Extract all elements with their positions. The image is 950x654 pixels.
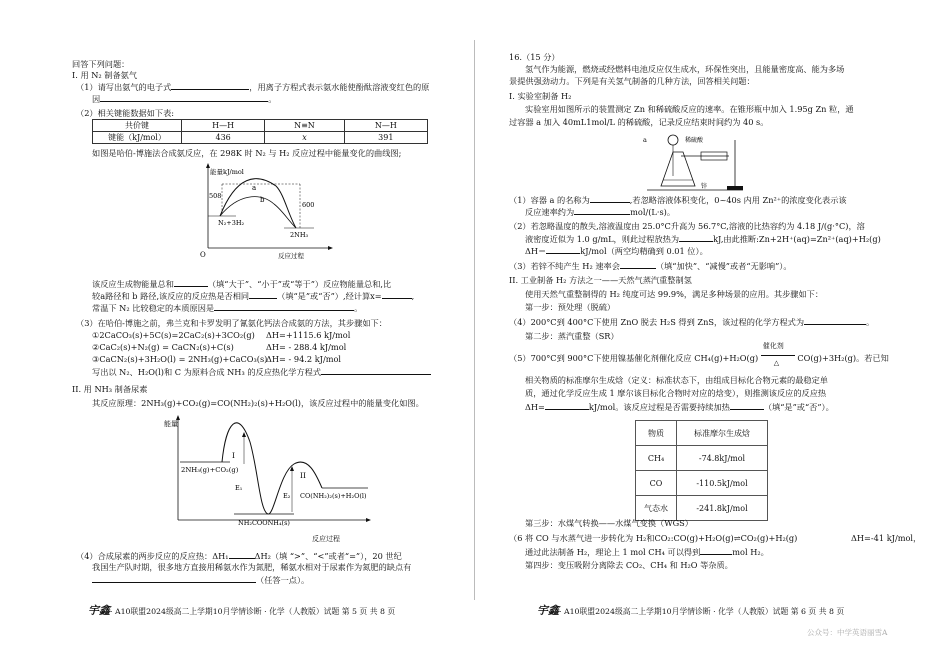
answer-blank[interactable]	[249, 290, 277, 299]
label-step-II: II	[300, 471, 306, 480]
molar-enthalpy-table	[635, 420, 768, 521]
bond-value: 391	[344, 132, 427, 144]
footer-left: 宇鑫· A10联盟2024级高二上学期10月学情诊断 · 化学（人教版）试题 第 5 页 共 8 页	[88, 604, 396, 617]
part1-title: I. 实验室制备 H₂	[509, 91, 572, 101]
q16-title: 16.（15 分）	[509, 52, 560, 62]
answer-blank[interactable]	[174, 278, 208, 287]
ammonia-energy-diagram	[196, 160, 336, 260]
table-cell: CH₄	[636, 446, 677, 471]
label-e1: E₁	[235, 484, 243, 492]
x-arrow-icon	[366, 518, 371, 522]
bond-header: 共价键	[93, 120, 182, 132]
q6-line2: 通过此法制备 H₂，理论上 1 mol CH₄ 可以得到 mol H₂。	[525, 547, 769, 557]
step2: 第二步：蒸汽重整（SR）	[525, 331, 619, 341]
intro: 回答下列问题：	[72, 59, 130, 69]
reactants-label: 2NH₃(g)+CO₂(g)	[181, 466, 239, 474]
catalyst-arrow: 催化剂 △	[761, 351, 795, 361]
q2-text3: 常温下 N₂ 比较稳定的本质原因是 。	[92, 303, 363, 313]
q1-line2: 反应速率约为 mol/(L·s)。	[525, 207, 676, 217]
q3-write: 写出以 N₂、H₂O(l)和 C 为原料合成 NH₃ 的反应热化学方程式	[92, 366, 431, 377]
stand-base	[727, 186, 743, 190]
e1-arrow-icon	[242, 432, 246, 437]
watermark: 公众号：中学英语丽雪A	[807, 628, 888, 637]
table-cell: 气态水	[636, 496, 677, 521]
origin-label: O	[200, 251, 206, 259]
q1-line1: （1）请写出氨气的电子式 ，用离子方程式表示氨水能使酚酞溶液变红色的原	[76, 82, 430, 92]
value-508: 508	[209, 192, 222, 200]
bond-value: 436	[182, 132, 265, 144]
product-label: CO(NH₂)₂(s)+H₂O(l)	[300, 492, 367, 500]
equation-3: ③CaCN₂(s)+3H₂O(l) = 2NH₃(g)+CaCO₃(s)	[92, 354, 268, 364]
step4: 第四步：变压吸附分离除去 CO₂、CH₄ 和 H₂O 等杂质。	[525, 560, 733, 570]
q2-line3: ΔH＝ kJ/mol（两空均精确到 0.01 位）。	[525, 246, 708, 256]
table-header-row	[636, 421, 768, 446]
q5-line4: ΔH= kJ/mol。该反应过程是否需要持续加热 （填“是”或“否”）。	[525, 402, 834, 412]
q16-para1: 氢气作为能源，燃烧或经燃料电池反应仅生成水，环保性突出，且能量密度高、能为多场	[525, 64, 845, 74]
q2-fig-intro: 如图是哈伯-博施法合成氨反应，在 298K 时 N₂ 与 H₂ 反应过程中能量变化的曲线图;	[92, 148, 402, 158]
q16-para2: 景提供强劲动力。下列是有关氢气制备的几种方法，回答相关问题：	[509, 76, 755, 86]
footer-right: 宇鑫· A10联盟2024级高二上学期10月学情诊断 · 化学（人教版）试题 第 6 页 共 8 页	[537, 604, 845, 617]
x-axis-label: 反应过程	[278, 252, 304, 260]
q2-text1: 该反应生成物能量总和 （填“大于”、“小于”或“等于”）反应物能量总和,比	[92, 279, 392, 289]
part2-principle: 其反应原理：2NH₃(g)+CO₂(g)=CO(NH₂)₂(s)+H₂O(l)，该反应过程中的能量变化如图。	[92, 398, 424, 408]
step1: 第一步：预处理（脱硫）	[525, 302, 616, 312]
conical-flask	[661, 152, 695, 186]
part2-line1: 使用天然气重整制得的 H₂ 纯度可达 99.9%，满足多种场景的应用。其步骤如下：	[525, 289, 824, 299]
table-row	[636, 446, 768, 471]
bond-energy-table	[92, 119, 428, 144]
q2-line1: （2）若忽略温度的散失,溶液温度由 25.0°C升高为 56.7°C,溶液的比热容约为 4.18 J/(g·°C)，溶	[509, 221, 865, 231]
answer-blank[interactable]	[321, 366, 431, 375]
y-axis-label: 能量	[164, 420, 178, 428]
equation-1: ①2CaCO₃(s)+5C(s)=2CaC₂(s)+3CO₂(g)	[92, 330, 255, 340]
step3: 第三步：水煤气转换——水煤气变换（WGS）	[525, 518, 693, 528]
label-dilute-acid: 稀硫酸	[685, 137, 704, 144]
answer-blank[interactable]	[382, 290, 412, 299]
part2-title: II. 工业制备 H₂ 方法之一——天然气蒸汽重整制氢	[509, 275, 692, 285]
bond-header: N—H	[344, 120, 427, 132]
publisher-logo: 宇鑫	[88, 604, 110, 617]
answer-blank[interactable]	[546, 245, 580, 254]
table-cell: -110.5kJ/mol	[677, 471, 768, 496]
answer-blank[interactable]	[679, 233, 713, 242]
bond-value: x	[265, 132, 344, 144]
label-step-I: I	[232, 451, 235, 460]
q4-line: （4）200°C到 400°C下使用 ZnO 脱去 H₂S 得到 ZnS，该过程的化学方程式为 。	[509, 317, 875, 327]
bond-header: H—H	[182, 120, 265, 132]
table-header: 标准摩尔生成焓	[677, 421, 768, 446]
answer-blank[interactable]	[700, 546, 732, 555]
label-a: a	[252, 184, 257, 192]
table-cell: CO	[636, 471, 677, 496]
answer-blank[interactable]	[100, 93, 268, 102]
q2-line2: 液密度近似为 1.0 g/mL，则此过程放热为 kJ,由此推断:Zn+2H⁺(aq)=Zn²⁺(aq)+H₂(g)	[525, 234, 881, 244]
q6-line1: （6 将 CO 与水蒸气进一步转化为 H₂和CO₂:CO(g)+H₂O(g)⇌CO₂(g)+H₂(g)	[509, 533, 798, 543]
product-label: 2NH₃	[290, 231, 309, 239]
table-cell: -74.8kJ/mol	[677, 446, 768, 471]
label-zinc: 锌	[701, 183, 708, 190]
q4-line1: （4）合成尿素的两步反应的反应热：ΔH₁ ΔH₂（填 “>”、“<”或者“=”），20 世纪	[76, 551, 402, 561]
q3-line: （3）若锌不纯产生 H₂ 速率会 （填“加快”、“减慢”或者“无影响”）。	[509, 261, 792, 271]
q4-line2: 我国生产队时期，很多地方直接用稀氨水作为氮肥，稀氨水相对于尿素作为氮肥的缺点有	[92, 562, 412, 572]
publisher-logo: 宇鑫	[537, 604, 559, 617]
urea-x-axis-label: 反应过程	[312, 535, 340, 543]
table-cell: -241.8kJ/mol	[677, 496, 768, 521]
q6-dh: ΔH=-41 kJ/mol，	[851, 533, 922, 543]
x-arrow-icon	[328, 246, 333, 250]
bond-row-label: 键能（kJ/mol）	[93, 132, 182, 144]
part1-line1: 实验室用如图所示的装置测定 Zn 和稀硫酸反应的速率。在锥形瓶中加入 1.95g Zn 粒，通	[525, 104, 854, 114]
y-axis-label: 能量kJ/mol	[210, 168, 244, 176]
answer-blank[interactable]	[545, 401, 589, 410]
answer-blank[interactable]	[590, 194, 630, 203]
answer-blank[interactable]	[214, 302, 354, 311]
part1-line2: 过容器 a 加入 40mL1mol/L 的稀硫酸，记录反应结束时间约为 40 s。	[509, 117, 769, 127]
part1-title: I. 用 N₂ 制备氨气	[72, 70, 138, 80]
answer-blank[interactable]	[92, 574, 256, 583]
answer-blank[interactable]	[804, 316, 866, 325]
label-b: b	[260, 196, 265, 204]
right-page	[475, 0, 950, 654]
answer-blank[interactable]	[620, 260, 656, 269]
equation-3-dh: ΔH= - 94.2 kJ/mol	[266, 354, 342, 364]
bond-header: N≡N	[265, 120, 344, 132]
q3-intro: （3）在哈伯-博施之前，弗兰克和卡罗发明了氰氨化钙法合成氨的方法，其步骤如下：	[76, 318, 387, 328]
q4-line3: （任答一点）。	[92, 574, 309, 585]
q5-line1: （5）700°C到 900°C下使用镍基催化剂催化反应 CH₄(g)+H₂O(g) 催化剂 △ CO(g)+3H₂(g)。若已知	[509, 342, 889, 367]
q5-line3: 质，通过化学反应生成 1 摩尔该目标化合物时对应的焓变），则推测该反应的反应热	[525, 388, 827, 398]
apparatus-diagram	[643, 130, 753, 192]
answer-blank[interactable]	[171, 81, 249, 90]
table-row	[636, 471, 768, 496]
answer-blank[interactable]	[229, 550, 255, 559]
value-600: 600	[302, 201, 315, 209]
answer-blank[interactable]	[574, 206, 630, 215]
equation-2-dh: ΔH= - 288.4 kJ/mol	[266, 342, 347, 352]
funnel-a	[668, 135, 678, 145]
q5-line2: 相关物质的标准摩尔生成焓（定义：标准状态下，由组成目标化合物元素的最稳定单	[525, 375, 828, 385]
q2-text2: 较a路径和 b 路径,该反应的反应热是否相同 （填“是”或“否”）,经计算x= ,	[92, 291, 415, 301]
q2-intro: （2）相关键能数据如下表:	[76, 108, 175, 118]
label-a: a	[643, 136, 647, 144]
table-header: 物质	[636, 421, 677, 446]
intermediate-label: NH₂COONH₄(s)	[238, 519, 290, 527]
table-row	[636, 496, 768, 521]
equation-2: ②CaC₂(s)+N₂(g) = CaCN₂(s)+C(s)	[92, 342, 234, 352]
part2-title: II. 用 NH₃ 制备尿素	[72, 384, 148, 394]
q1-line1: （1）容器 a 的名称为 ,若忽略溶液体积变化，0~40s 内用 Zn²⁺的浓度变化表示该	[509, 195, 847, 205]
answer-blank[interactable]	[730, 401, 764, 410]
urea-energy-diagram	[164, 412, 372, 530]
equation-1-dh: ΔH=+1115.6 kJ/mol	[266, 330, 351, 340]
q1-line2: 因 。	[92, 94, 277, 104]
reactants-label: N₂+3H₂	[218, 219, 245, 227]
label-e2: E₂	[283, 492, 291, 500]
